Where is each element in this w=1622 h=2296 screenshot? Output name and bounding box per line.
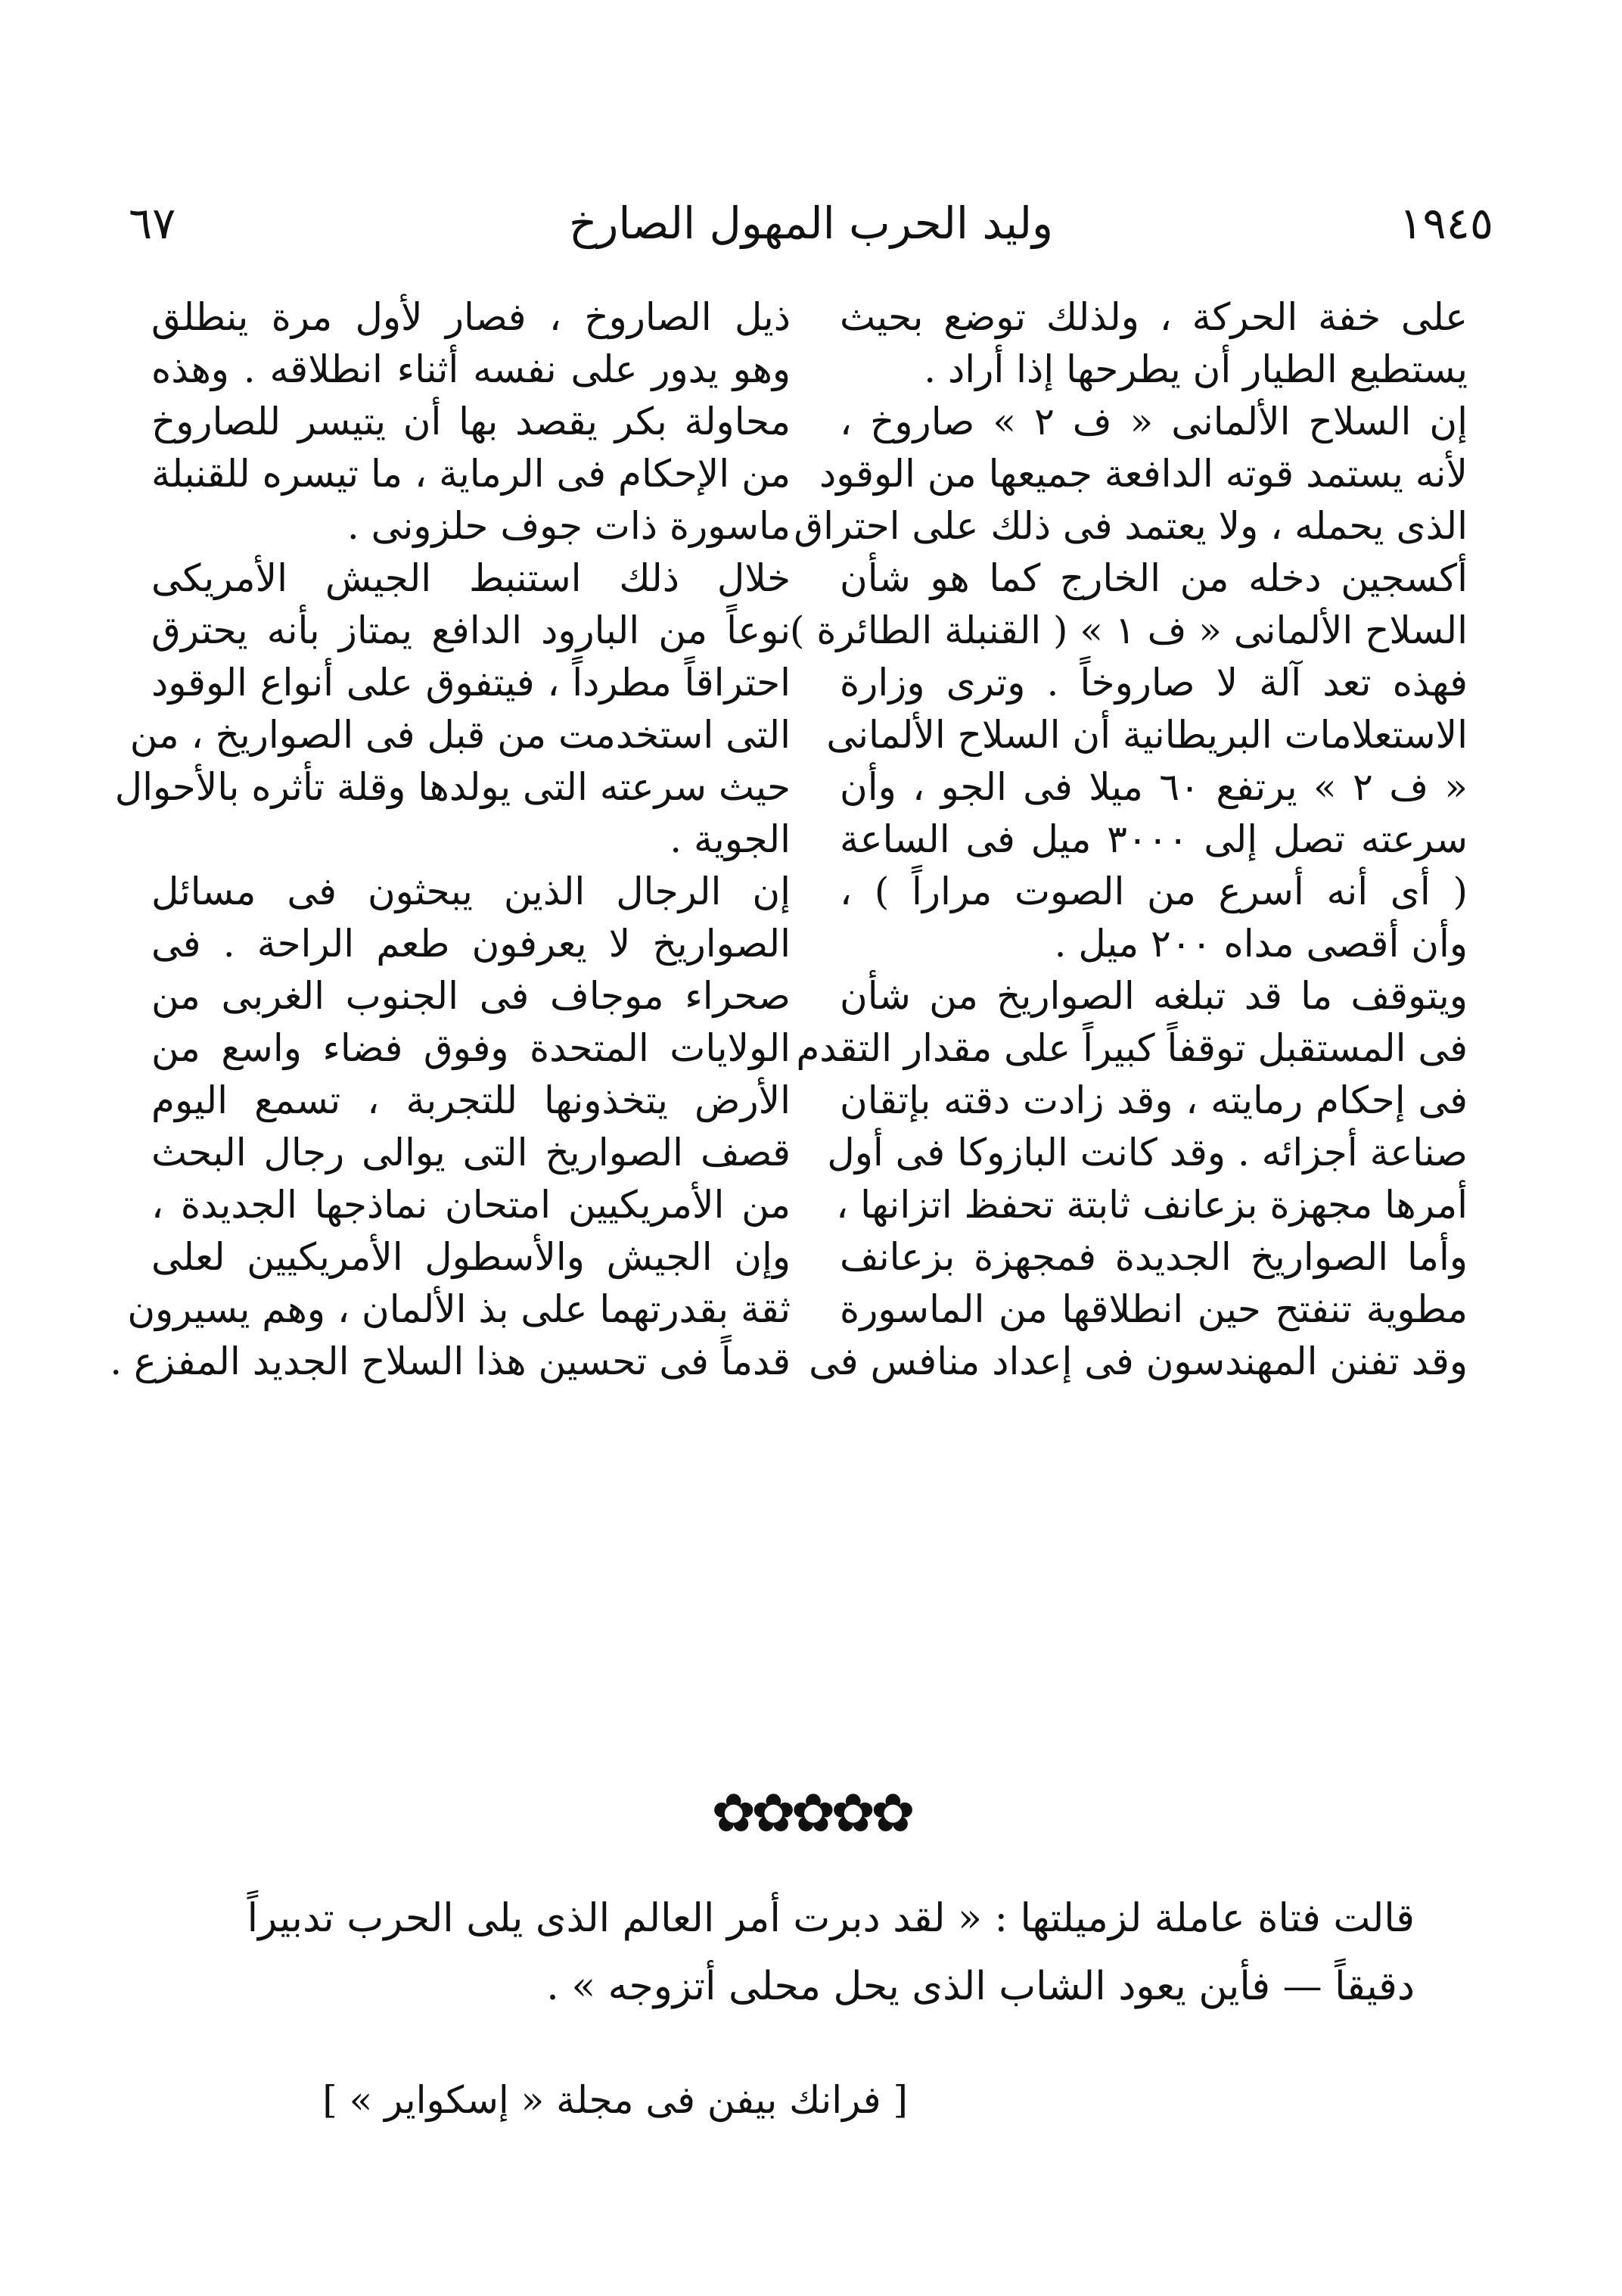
paragraph [110,866,791,1388]
text-line: صحراء موجاف فى الجنوب الغربى من [151,974,791,1018]
paragraph [789,396,1468,970]
page-number: ٦٧ [129,198,176,249]
quote-attribution: [ فرانك بيفن فى مجلة « إسكواير » ] [322,2078,908,2122]
text-line: وأن أقصى مداه ٢٠٠ ميل . [1054,922,1468,966]
text-line: إن الرجال الذين يبحثون فى مسائل [151,870,791,913]
text-line: ويتوقف ما قد تبلغه الصواريخ من شأن [840,974,1468,1018]
text-line: نوعاً من البارود الدافع يمتاز بأنه يحترق [151,608,791,652]
text-line: محاولة بكر يقصد بها أن يتيسر للصاروخ [151,400,791,443]
text-line: من الإحكام فى الرماية ، ما تيسره للقنبلة [151,452,791,496]
text-line: فى إحكام رمايته ، وقد زادت دقته بإتقان [840,1078,1468,1122]
text-line: قصف الصواريخ التى يوالى رجال البحث [151,1131,791,1174]
text-line: الولايات المتحدة وفوق فضاء واسع من [151,1026,791,1070]
text-line: احتراقاً مطرداً ، فيتفوق على أنواع الوقود [151,661,791,705]
quote-line: دقيقاً — فأين يعود الشاب الذى يحل محلى أتزوجه » . [546,1964,1415,2009]
text-line: وإن الجيش والأسطول الأمريكيين لعلى [151,1235,791,1279]
text-line: الأرض يتخذونها للتجربة ، تسمع اليوم [151,1078,791,1122]
quote-line: قالت فتاة عاملة لزميلتها : « لقد دبرت أمر العالم الذى يلى الحرب تدبيراً [247,1896,1415,1941]
right-column [789,291,1468,1388]
text-line: « ف ٢ » يرتفع ٦٠ ميلا فى الجو ، وأن [840,765,1468,809]
text-line: فى المستقبل توقفاً كبيراً على مقدار التقدم [796,1026,1468,1070]
text-line: على خفة الحركة ، ولذلك توضع بحيث [840,295,1468,339]
section-ornament: ✿✿✿✿✿ [711,1782,911,1844]
text-line: وقد تفنن المهندسون فى إعداد منافس فى [809,1339,1468,1383]
text-line: إن السلاح الألمانى « ف ٢ » صاروخ ، [840,400,1468,443]
text-line: السلاح الألمانى « ف ١ » ( القنبلة الطائرة ) [789,608,1468,652]
text-line: ذيل الصاروخ ، فصار لأول مرة ينطلق [151,295,791,339]
text-line: لأنه يستمد قوته الدافعة جميعها من الوقود [819,452,1468,496]
year-label: ١٩٤٥ [1399,198,1493,249]
text-line: ( أى أنه أسرع من الصوت مراراً ) ، [840,870,1468,913]
text-line: ماسورة ذات جوف حلزونى . [346,504,791,548]
left-column [110,291,791,1388]
text-line: سرعته تصل إلى ٣٠٠٠ ميل فى الساعة [840,817,1468,861]
running-title: وليد الحرب المهول الصارخ [568,198,1054,249]
text-line: الصواريخ لا يعرفون طعم الراحة . فى [151,922,791,966]
text-line: أكسجين دخله من الخارج كما هو شأن [840,556,1468,600]
text-line: قدماً فى تحسين هذا السلاح الجديد المفزع . [110,1339,791,1383]
text-line: التى استخدمت من قبل فى الصواريخ ، من [129,713,791,757]
paragraph [114,552,791,866]
running-head [113,189,1509,257]
text-line: أمرها مجهزة بزعانف ثابتة تحفظ اتزانها ، [836,1183,1468,1227]
paragraph [796,970,1468,1388]
quote-block [247,1884,1415,2021]
text-line: من الأمريكيين امتحان نماذجها الجديدة ، [151,1183,791,1227]
paragraph [151,291,791,552]
text-line: وأما الصواريخ الجديدة فمجهزة بزعانف [840,1235,1468,1279]
text-line: مطوية تنفتح حين انطلاقها من الماسورة [840,1287,1468,1331]
text-line: ثقة بقدرتهما على بذ الألمان ، وهم يسيرون [127,1287,791,1331]
text-line: صناعة أجزائه . وقد كانت البازوكا فى أول [827,1131,1468,1174]
text-line: الجوية . [670,817,791,861]
text-line: الاستعلامات البريطانية أن السلاح الألمانى [826,713,1468,757]
text-line: يستطيع الطيار أن يطرحها إذا أراد . [924,347,1468,391]
text-line: فهذه تعد آلة لا صاروخاً . وترى وزارة [840,661,1468,705]
text-line: خلال ذلك استنبط الجيش الأمريكى [151,556,791,600]
text-line: حيث سرعته التى يولدها وقلة تأثره بالأحوال [114,765,791,809]
text-line: الذى يحمله ، ولا يعتمد فى ذلك على احتراق [794,504,1468,548]
paragraph [840,291,1468,396]
text-line: وهو يدور على نفسه أثناء انطلاقه . وهذه [151,347,791,391]
